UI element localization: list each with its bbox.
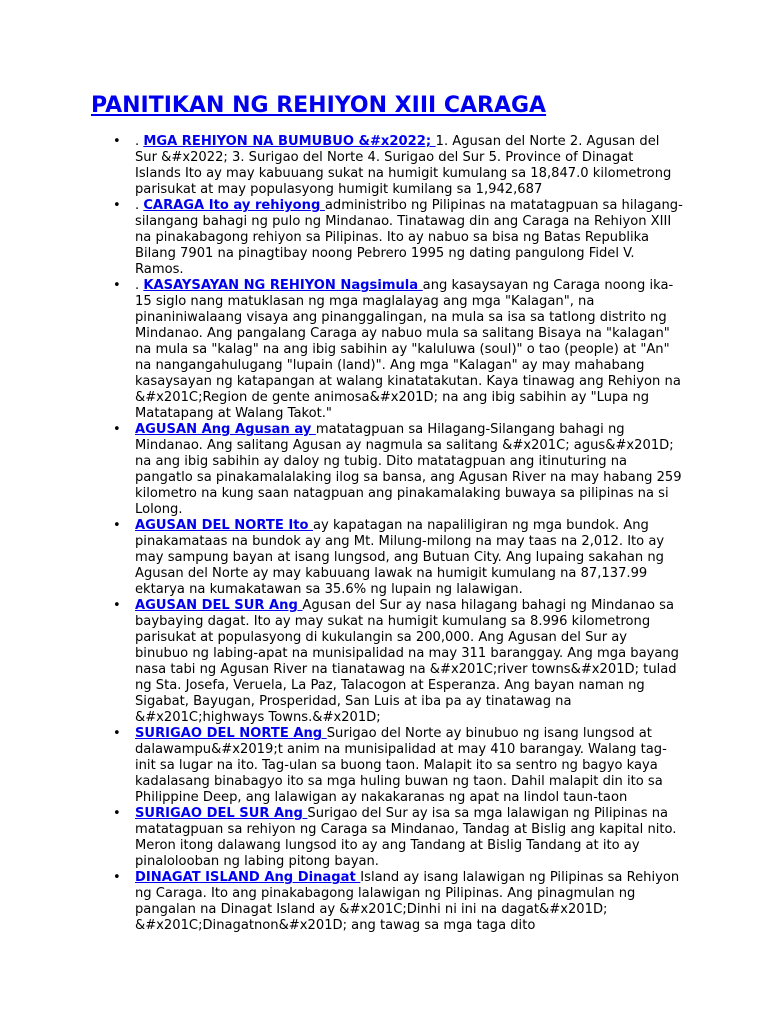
item-prefix: . (135, 278, 144, 293)
item-link[interactable]: KASAYSAYAN NG REHIYON Nagsimula (143, 278, 423, 293)
list-item (135, 422, 683, 518)
list-item (135, 598, 683, 726)
item-text: ay kapatagan na napaliligiran ng mga bundok. Ang pinakamataas na bundok ay ang Mt. Milung-milong na may taas na 2,012. Ito ay may sampung bayan at isang lungsod, ang Butuan City. Ang lupaing sakahan ng Agusan del Norte ay may kabuuang lawak na humigit kumulang na 87,137.99 ektarya na kumakatawan sa 35.6% ng lupain ng lalawigan. (135, 518, 665, 597)
item-text: Surigao del Sur ay isa sa mga lalawigan ng Pilipinas na matatagpuan sa rehiyon ng Caraga sa Mindanao, Tandag at Bislig ang kapital nito. Meron itong dalawang lungsod ito ay ang Tandang at Bislig Tandang at ito ay pinalolooban ng labing pitong bayan. (135, 806, 677, 869)
region-list (135, 134, 683, 934)
list-item (135, 806, 683, 870)
item-text: administribo ng Pilipinas na matatagpuan sa hilagang- silangang bahagi ng pulo ng Mindanao. Tinatawag din ang Caraga na Rehiyon XIII na pinakabagong rehiyon sa Pilipinas. Ito ay nabuo sa bisa ng Batas Republika Bilang 7901 na pinagtibay noong Pebrero 1995 ng dating pangulong Fidel V. Ramos. (135, 198, 683, 277)
list-item (135, 278, 683, 422)
item-link[interactable]: SURIGAO DEL SUR Ang (135, 806, 308, 821)
list-item (135, 870, 683, 934)
item-text: Agusan del Sur ay nasa hilagang bahagi ng Mindanao sa baybaying dagat. Ito ay may sukat na humigit kumulang sa 8.996 kilometrong parisukat at populasyong di kukulangin sa 200,000. Ang Agusan del Sur ay binubuo ng labing-apat na munisipalidad na may 311 baranggay. Ang mga bayang nasa tabi ng Agusan River na tianatawag na &#x201C;river towns&#x201D; tulad ng Sta. Josefa, Veruela, La Paz, Talacogon at Esperanza. Ang bayan naman ng Sigabat, Bayugan, Prosperidad, San Luis at iba pa ay tinatawag na &#x201C;highways Towns.&#x201D; (135, 598, 679, 725)
item-link[interactable]: DINAGAT ISLAND Ang Dinagat (135, 870, 361, 885)
list-item (135, 726, 683, 806)
item-link[interactable]: SURIGAO DEL NORTE Ang (135, 726, 327, 741)
item-link[interactable]: AGUSAN Ang Agusan ay (135, 422, 316, 437)
list-item (135, 518, 683, 598)
list-item (135, 198, 683, 278)
item-link[interactable]: AGUSAN DEL SUR Ang (135, 598, 303, 613)
list-item (135, 134, 683, 198)
page-title[interactable]: PANITIKAN NG REHIYON XIII CARAGA (91, 93, 547, 118)
item-text: Surigao del Norte ay binubuo ng isang lungsod at dalawampu&#x2019;t anim na munisipalidad at may 410 barangay. Walang tag-init sa lugar na ito. Tag-ulan sa buong taon. Malapit ito sa sentro ng bagyo kaya kadalasang binabagyo ito sa mga huling buwan ng taon. Dahil malapit din ito sa Philippine Deep, ang lalawigan ay nakakaranas ng apat na lindol taun-taon (135, 726, 667, 805)
item-text: matatagpuan sa Hilagang-Silangang bahagi ng Mindanao. Ang salitang Agusan ay nagmula sa salitang &#x201C; agus&#x201D; na ang ibig sabihin ay daloy ng tubig. Dito matatagpuan ang itinuturing na pangatlo sa pinakamalalaking ilog sa bansa, ang Agusan River na may habang 259 kilometro na kung saan natagpuan ang pinakamalaking buwaya sa pilipinas na si Lolong. (135, 422, 682, 517)
item-link[interactable]: CARAGA Ito ay rehiyong (143, 198, 325, 213)
item-prefix: . (135, 198, 144, 213)
item-link[interactable]: AGUSAN DEL NORTE Ito (135, 518, 314, 533)
item-link[interactable]: MGA REHIYON NA BUMUBUO &#x2022; (143, 134, 436, 149)
item-text: ang kasaysayan ng Caraga noong ika-15 siglo nang matuklasan ng mga maglalayag ang mga "Kalagan", na pinaniniwalaang visaya ang pinanggalingan, na mula sa isa sa tatlong distrito ng Mindanao. Ang pangalang Caraga ay nabuo mula sa salitang Bisaya na "kalagan" na mula sa "kalag" na ang ibig sabihin ay "kaluluwa (soul)" o tao (people) at "An" na nangangahulugang "lupain (land)". Ang mga "Kalagan" ay may mahabang kasaysayan ng katapangan at walang kinatatakutan. Kaya tinawag ang Rehiyon na &#x201C;Region de gente animosa&#x201D; na ang ibig sabihin ay "Lupa ng Matatapang at Walang Takot." (135, 278, 681, 421)
item-prefix: . (135, 134, 144, 149)
item-text: 1. Agusan del Norte 2. Agusan del Sur &#x2022; 3. Surigao del Norte 4. Surigao del Sur 5. Province of Dinagat Islands Ito ay may kabuuang sukat na humigit kumulang sa 18,847.0 kilometrong parisukat at may populasyong humigit kumilang sa 1,942,687 (135, 134, 672, 197)
item-text: Island ay isang lalawigan ng Pilipinas sa Rehiyon ng Caraga. Ito ang pinakabagong lalawigan ng Pilipinas. Ang pinagmulan ng pangalan na Dinagat Island ay &#x201C;Dinhi ni ini na dagat&#x201D; &#x201C;Dinagatnon&#x201D; ang tawag sa mga taga dito (135, 870, 680, 933)
